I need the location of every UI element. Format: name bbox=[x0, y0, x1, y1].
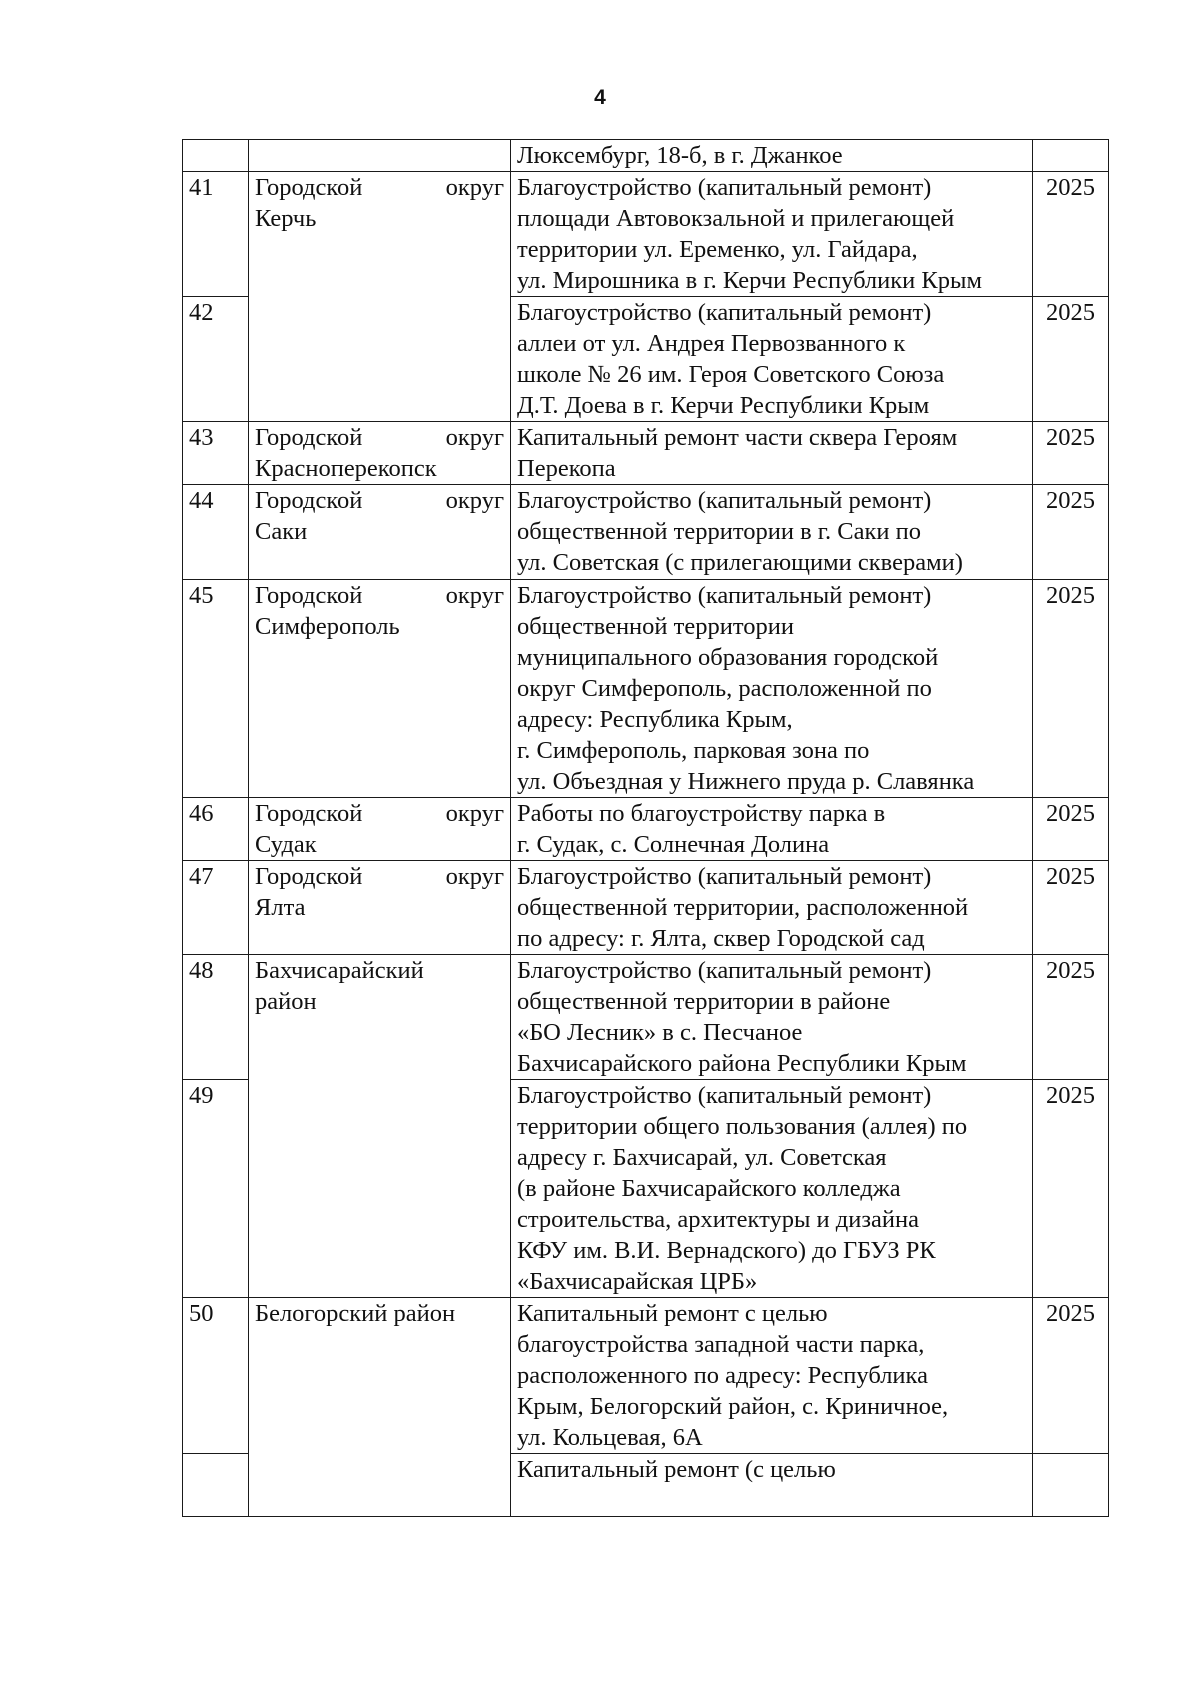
table-row bbox=[183, 485, 1109, 580]
year-cell: 2025 bbox=[1033, 1298, 1109, 1454]
year-cell: 2025 bbox=[1033, 1080, 1109, 1298]
object-line: расположенного по адресу: Республика bbox=[517, 1362, 928, 1389]
object-line: муниципального образования городской bbox=[517, 644, 939, 671]
page-number: 4 bbox=[594, 86, 606, 109]
municipality-word: округ bbox=[445, 800, 504, 827]
object-line: территории общего пользования (аллея) по bbox=[517, 1113, 968, 1140]
municipality-word: Городской bbox=[255, 487, 363, 514]
municipality-word: Городской bbox=[255, 800, 363, 827]
municipality-cell bbox=[249, 485, 511, 580]
object-line: Капитальный ремонт с целью bbox=[517, 1300, 828, 1327]
year-cell: 2025 bbox=[1033, 798, 1109, 861]
object-line: ул. Объездная у Нижнего пруда р. Славянка bbox=[517, 768, 975, 795]
object-line: Крым, Белогорский район, с. Криничное, bbox=[517, 1393, 949, 1420]
municipality-word: Городской bbox=[255, 424, 363, 451]
object-description-cell bbox=[511, 172, 1033, 297]
row-number-cell: 41 bbox=[183, 172, 249, 297]
row-number-cell bbox=[183, 1454, 249, 1517]
row-number-cell bbox=[183, 140, 249, 172]
object-line: «Бахчисарайская ЦРБ» bbox=[517, 1268, 758, 1295]
year-cell: 2025 bbox=[1033, 172, 1109, 297]
table-row-continuation bbox=[183, 140, 1109, 172]
object-description-cell bbox=[511, 580, 1033, 798]
year-cell: 2025 bbox=[1033, 580, 1109, 798]
object-line: Капитальный ремонт (с целью bbox=[517, 1456, 836, 1483]
row-number-cell: 46 bbox=[183, 798, 249, 861]
object-line: округ Симферополь, расположенной по bbox=[517, 675, 932, 702]
object-line: территории ул. Еременко, ул. Гайдара, bbox=[517, 236, 918, 263]
municipality-cell bbox=[249, 1298, 511, 1517]
table-row bbox=[183, 1298, 1109, 1454]
row-number-cell: 49 bbox=[183, 1080, 249, 1298]
object-line: г. Судак, с. Солнечная Долина bbox=[517, 831, 830, 858]
object-description-cell bbox=[511, 798, 1033, 861]
municipality-name: Ялта bbox=[255, 894, 306, 921]
municipality-word: Городской bbox=[255, 863, 363, 890]
object-line: адресу г. Бахчисарай, ул. Советская bbox=[517, 1144, 887, 1171]
object-description-cell bbox=[511, 1298, 1033, 1454]
object-description-cell bbox=[511, 1080, 1033, 1298]
table-row bbox=[183, 798, 1109, 861]
object-line: общественной территории bbox=[517, 613, 794, 640]
municipality-cell bbox=[249, 955, 511, 1298]
object-line: Благоустройство (капитальный ремонт) bbox=[517, 863, 932, 890]
table-row bbox=[183, 955, 1109, 1080]
object-line: г. Симферополь, парковая зона по bbox=[517, 737, 870, 764]
year-cell: 2025 bbox=[1033, 861, 1109, 955]
object-line: ул. Мирошника в г. Керчи Республики Крым bbox=[517, 267, 982, 294]
object-line: ул. Советская (с прилегающими скверами) bbox=[517, 549, 963, 576]
object-description-cell bbox=[511, 1454, 1033, 1517]
table-row bbox=[183, 172, 1109, 297]
municipality-cell bbox=[249, 422, 511, 485]
year-cell bbox=[1033, 1454, 1109, 1517]
object-line: Люксембург, 18-б, в г. Джанкое bbox=[517, 142, 843, 169]
object-line: строительства, архитектуры и дизайна bbox=[517, 1206, 920, 1233]
municipality-name: Симферополь bbox=[255, 613, 400, 640]
object-line: Перекопа bbox=[517, 455, 616, 482]
object-line: благоустройства западной части парка, bbox=[517, 1331, 925, 1358]
municipality-cell bbox=[249, 798, 511, 861]
year-cell: 2025 bbox=[1033, 955, 1109, 1080]
row-number-cell: 50 bbox=[183, 1298, 249, 1454]
object-line: Благоустройство (капитальный ремонт) bbox=[517, 957, 932, 984]
row-number-cell: 44 bbox=[183, 485, 249, 580]
object-line: Бахчисарайского района Республики Крым bbox=[517, 1050, 967, 1077]
municipality-name: Саки bbox=[255, 518, 308, 545]
object-line: адресу: Республика Крым, bbox=[517, 706, 793, 733]
objects-table bbox=[182, 139, 1109, 1517]
object-line: школе № 26 им. Героя Советского Союза bbox=[517, 361, 945, 388]
municipality-name: Красноперекопск bbox=[255, 455, 437, 482]
municipality-cell bbox=[249, 172, 511, 422]
municipality-word: округ bbox=[445, 582, 504, 609]
municipality-word: округ bbox=[445, 487, 504, 514]
object-line: «БО Лесник» в с. Песчаное bbox=[517, 1019, 803, 1046]
row-number-cell: 45 bbox=[183, 580, 249, 798]
municipality-word: округ bbox=[445, 863, 504, 890]
table-row bbox=[183, 580, 1109, 798]
object-line: общественной территории, расположенной bbox=[517, 894, 969, 921]
table-row bbox=[183, 861, 1109, 955]
object-line: (в районе Бахчисарайского колледжа bbox=[517, 1175, 901, 1202]
year-cell: 2025 bbox=[1033, 297, 1109, 422]
object-line: Благоустройство (капитальный ремонт) bbox=[517, 582, 932, 609]
municipality-cell bbox=[249, 140, 511, 172]
municipality-word: округ bbox=[445, 174, 504, 201]
object-line: общественной территории в г. Саки по bbox=[517, 518, 922, 545]
object-line: Благоустройство (капитальный ремонт) bbox=[517, 174, 932, 201]
object-description-cell bbox=[511, 485, 1033, 580]
object-line: Капитальный ремонт части сквера Героям bbox=[517, 424, 958, 451]
municipality-name: Белогорский район bbox=[255, 1300, 456, 1327]
row-number-cell: 47 bbox=[183, 861, 249, 955]
row-number-cell: 42 bbox=[183, 297, 249, 422]
object-line: Работы по благоустройству парка в bbox=[517, 800, 886, 827]
municipality-word: Городской bbox=[255, 174, 363, 201]
municipality-word: округ bbox=[445, 424, 504, 451]
table-row bbox=[183, 422, 1109, 485]
municipality-name: Бахчисарайский bbox=[255, 957, 424, 984]
municipality-name: Керчь bbox=[255, 205, 317, 232]
object-line: ул. Кольцевая, 6А bbox=[517, 1424, 703, 1451]
object-description-cell bbox=[511, 297, 1033, 422]
municipality-name: Судак bbox=[255, 831, 317, 858]
municipality-cell bbox=[249, 580, 511, 798]
municipality-word: Городской bbox=[255, 582, 363, 609]
object-description-cell bbox=[511, 861, 1033, 955]
object-line: общественной территории в районе bbox=[517, 988, 891, 1015]
municipality-cell bbox=[249, 861, 511, 955]
object-line: Благоустройство (капитальный ремонт) bbox=[517, 299, 932, 326]
row-number-cell: 48 bbox=[183, 955, 249, 1080]
object-line: Благоустройство (капитальный ремонт) bbox=[517, 1082, 932, 1109]
object-line: Д.Т. Доева в г. Керчи Республики Крым bbox=[517, 392, 930, 419]
row-number-cell: 43 bbox=[183, 422, 249, 485]
object-line: КФУ им. В.И. Вернадского) до ГБУЗ РК bbox=[517, 1237, 936, 1264]
municipality-name: район bbox=[255, 988, 317, 1015]
year-cell: 2025 bbox=[1033, 485, 1109, 580]
object-description-cell bbox=[511, 422, 1033, 485]
object-line: аллеи от ул. Андрея Первозванного к bbox=[517, 330, 906, 357]
year-cell: 2025 bbox=[1033, 422, 1109, 485]
object-description-cell bbox=[511, 140, 1033, 172]
object-line: по адресу: г. Ялта, сквер Городской сад bbox=[517, 925, 925, 952]
object-line: Благоустройство (капитальный ремонт) bbox=[517, 487, 932, 514]
year-cell bbox=[1033, 140, 1109, 172]
object-line: площади Автовокзальной и прилегающей bbox=[517, 205, 955, 232]
object-description-cell bbox=[511, 955, 1033, 1080]
